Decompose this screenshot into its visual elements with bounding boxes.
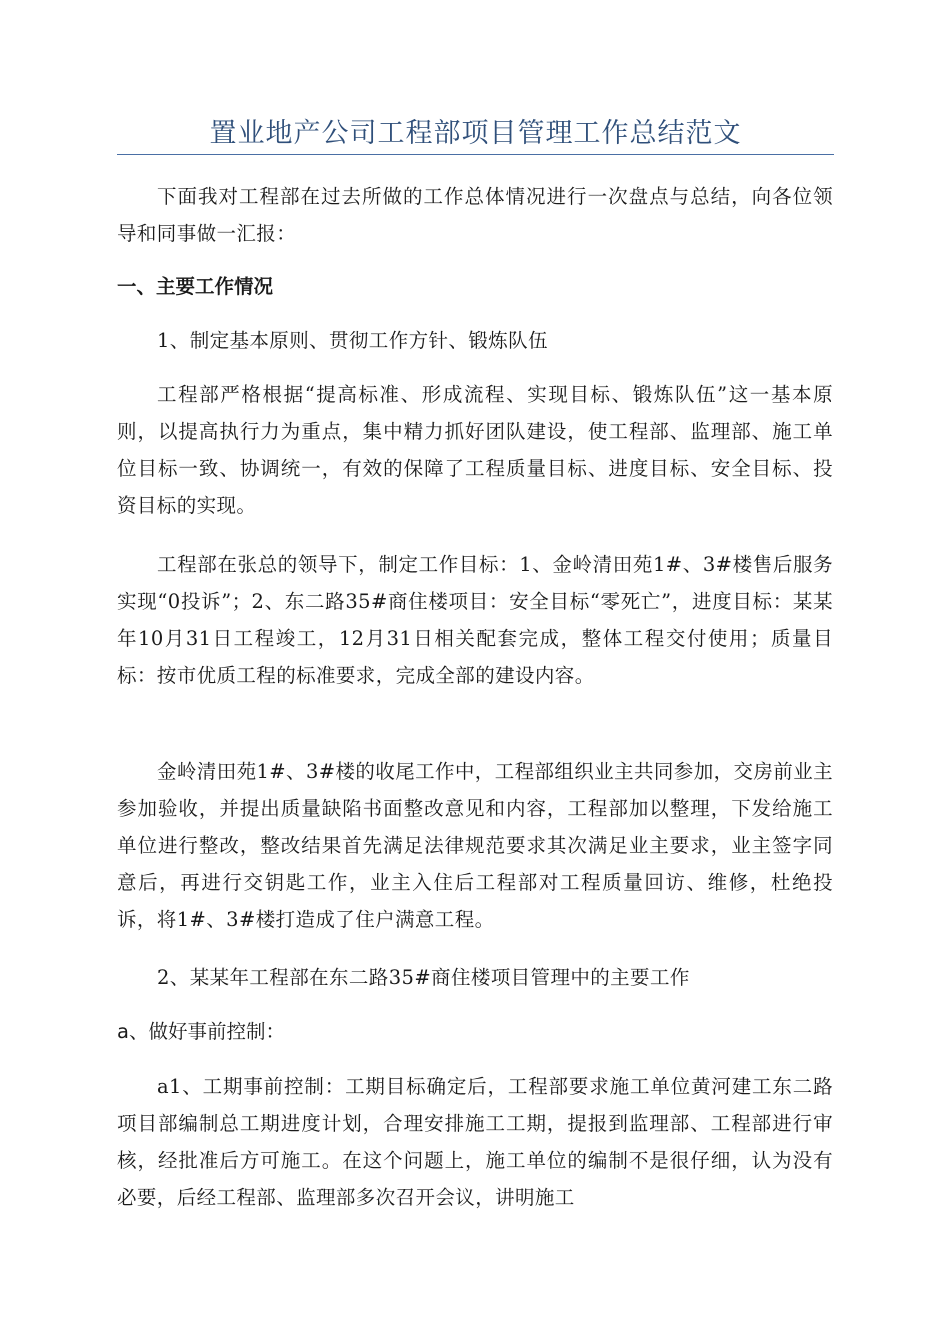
sub-heading-a-prefix: a [117, 1020, 129, 1043]
sub-heading-a-text: 、做好事前控制： [128, 1020, 285, 1043]
item-2-heading: 2、某某年工程部在东二路35#商住楼项目管理中的主要工作 [157, 966, 690, 989]
item-1-heading: 1、制定基本原则、贯彻工作方针、锻炼队伍 [157, 329, 548, 352]
document-title: 置业地产公司工程部项目管理工作总结范文 [209, 118, 742, 149]
paragraph-principles: 工程部严格根据“提高标准、形成流程、实现目标、锻炼队伍”这一基本原则，以提高执行力为重点，集中精力抓好团队建设，使工程部、监理部、施工单位目标一致、协调统一，有效的保障了工程质量目标、进度目标、安全目标、投资目标的实现。 [117, 383, 833, 517]
section-heading-main-work: 一、主要工作情况 [117, 275, 274, 298]
paragraph-schedule-control: a1、工期事前控制：工期目标确定后，工程部要求施工单位黄河建工东二路项目部编制总工期进度计划，合理安排施工工期，提报到监理部、工程部进行审核，经批准后方可施工。在这个问题上，施工单位的编制不是很仔细，认为没有必要，后经工程部、监理部多次召开会议，讲明施工 [117, 1075, 833, 1209]
intro-paragraph: 下面我对工程部在过去所做的工作总体情况进行一次盘点与总结，向各位领导和同事做一汇报： [117, 185, 833, 245]
paragraph-goals: 工程部在张总的领导下，制定工作目标：1、金岭清田苑1#、3#楼售后服务实现“0投诉”；2、东二路35#商住楼项目：安全目标“零死亡”，进度目标：某某年10月31日工程竣工，12月31日相关配套完成，整体工程交付使用；质量目标：按市优质工程的标准要求，完成全部的建设内容。 [117, 553, 833, 687]
sub-heading-a [117, 1013, 833, 1050]
title-underline [117, 154, 834, 155]
paragraph-jinling: 金岭清田苑1#、3#楼的收尾工作中，工程部组织业主共同参加，交房前业主参加验收，并提出质量缺陷书面整改意见和内容，工程部加以整理，下发给施工单位进行整改，整改结果首先满足法律规范要求其次满足业主要求，业主签字同意后，再进行交钥匙工作，业主入住后工程部对工程质量回访、维修，杜绝投诉，将1#、3#楼打造成了住户满意工程。 [117, 760, 833, 931]
